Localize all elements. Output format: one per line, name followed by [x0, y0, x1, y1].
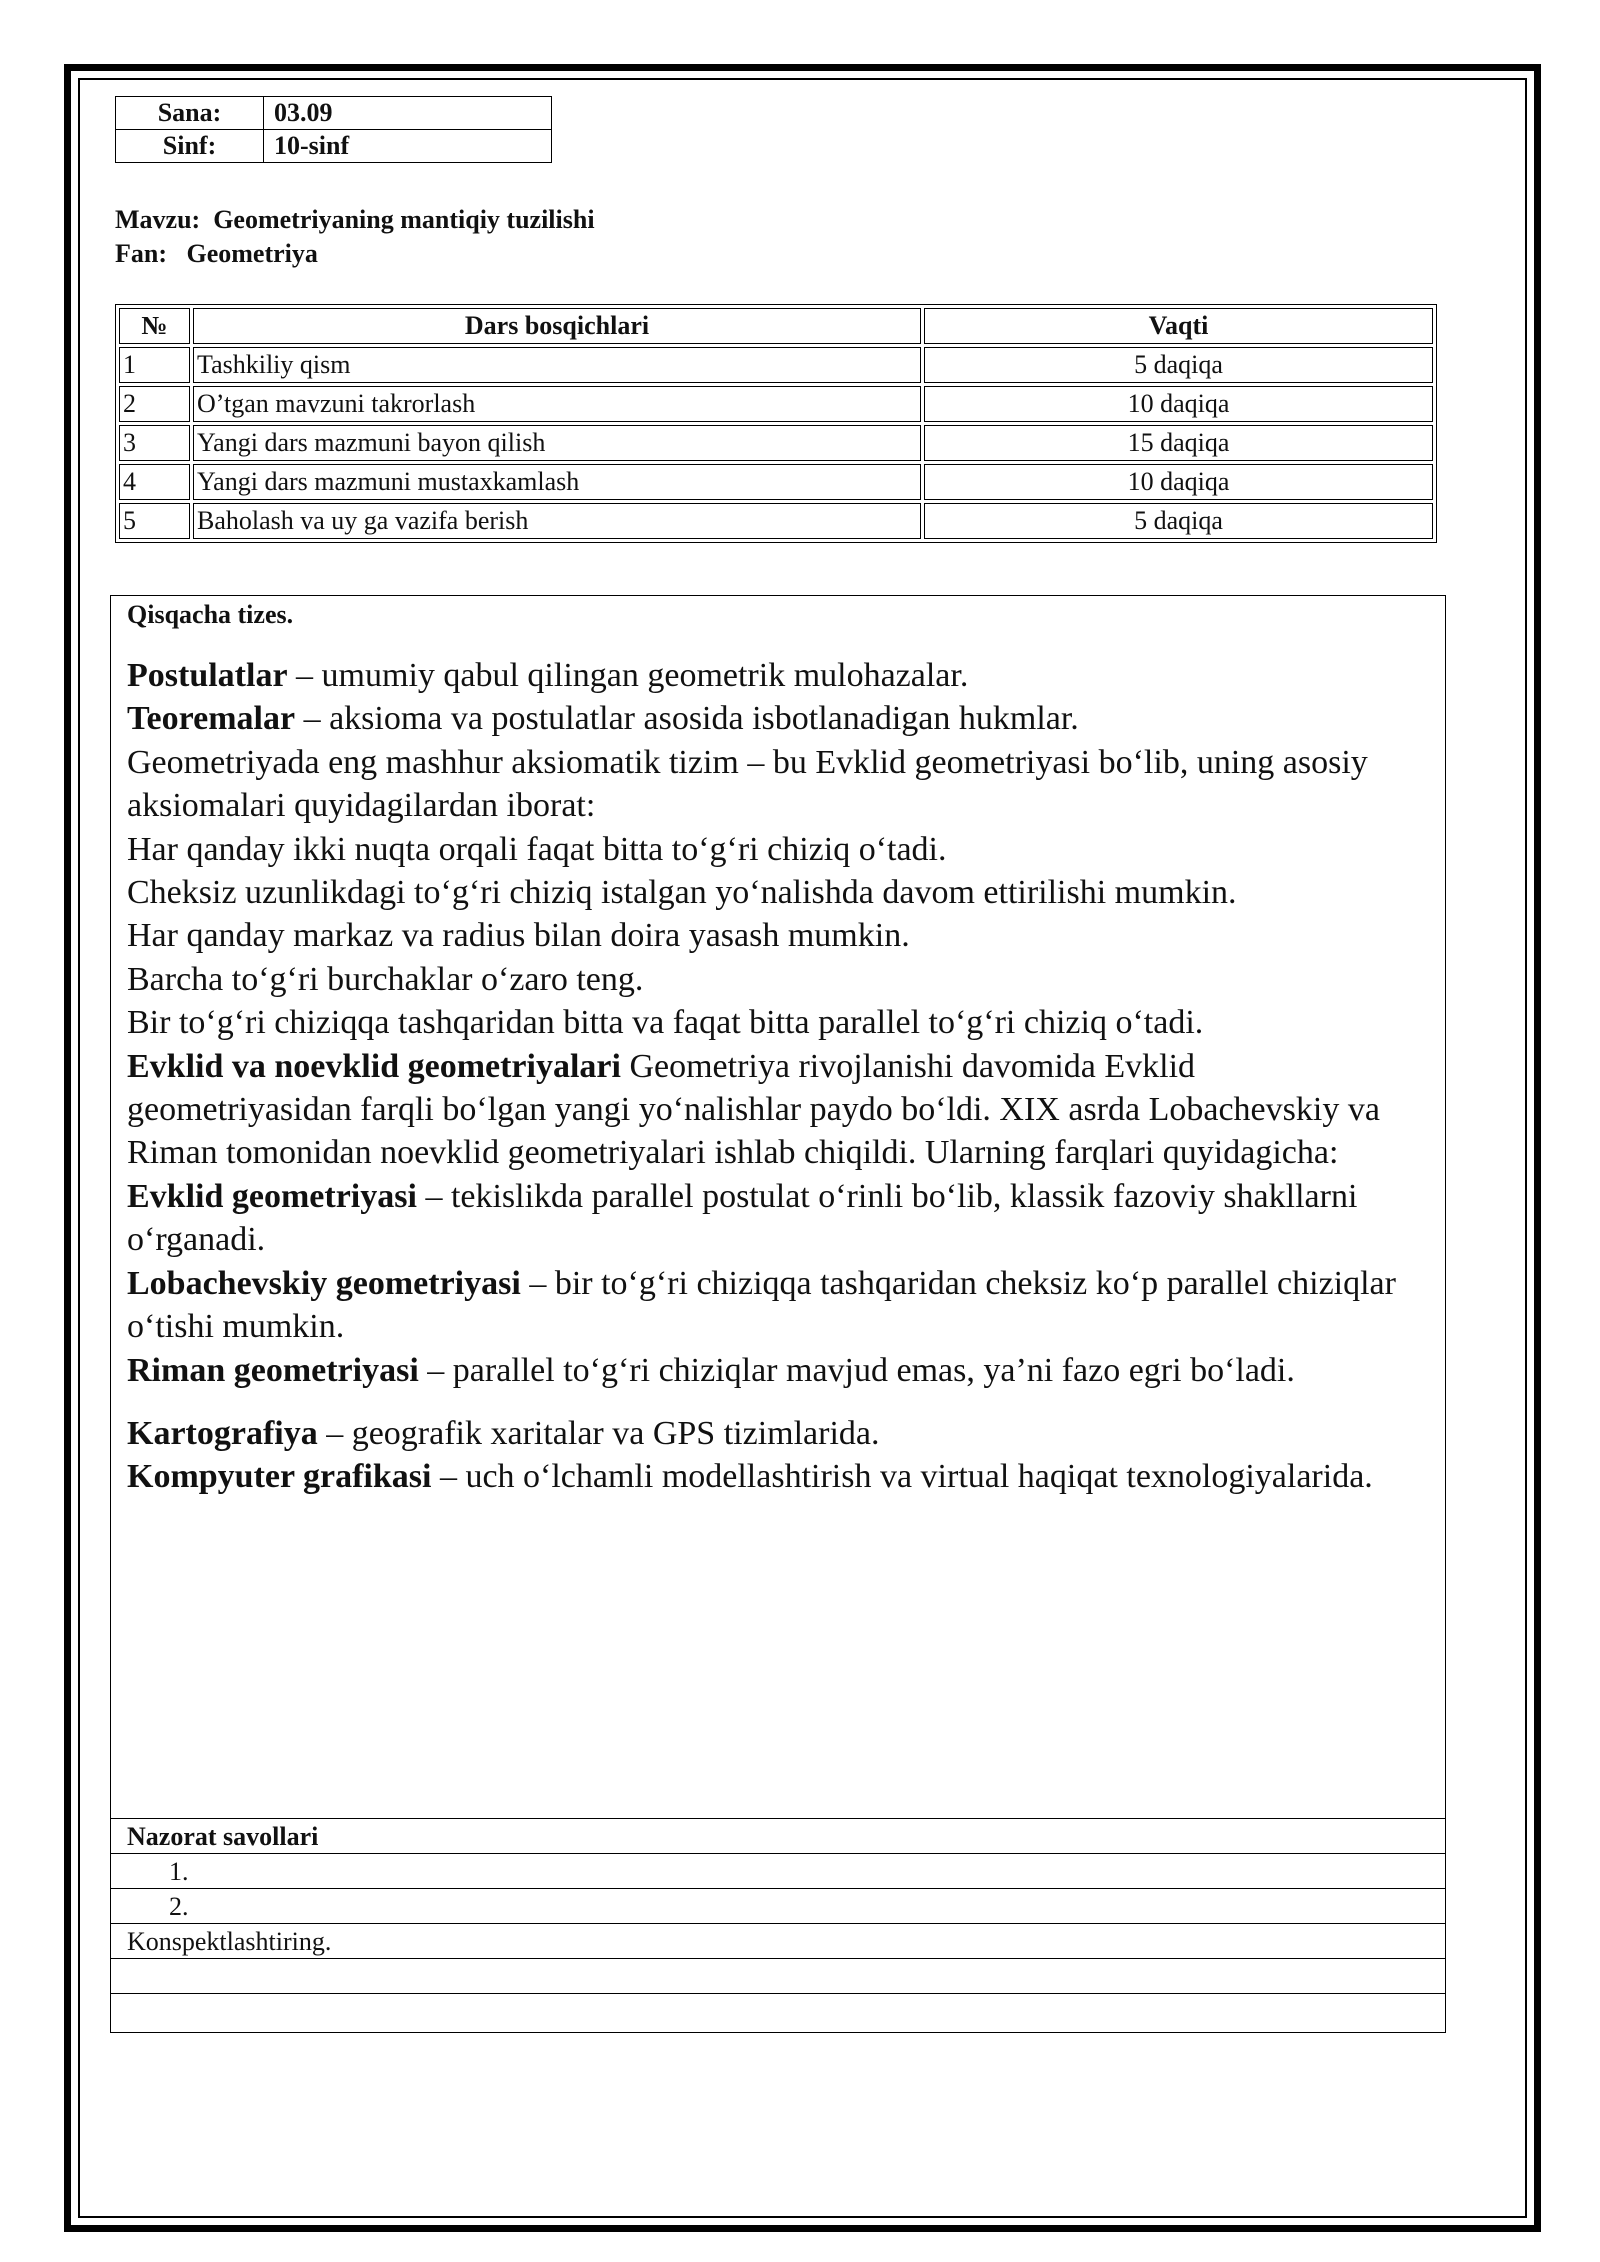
definition: – uch o‘lchamli modellashtirish va virtual haqiqat texnologiyalarida. — [431, 1458, 1373, 1496]
definition: – umumiy qabul qilingan geometrik mulohazalar. — [287, 657, 969, 694]
step-time: 5 daqiqa — [924, 347, 1433, 383]
meta-table — [115, 96, 552, 163]
empty-row — [111, 1958, 1445, 1993]
summary-paragraph — [127, 871, 1427, 914]
step-time: 15 daqiqa — [924, 425, 1433, 461]
summary-paragraph — [127, 1455, 1427, 1498]
axiom-text: Bir to‘g‘ri chiziqqa tashqaridan bitta va faqat bitta parallel to‘g‘ri chiziq o‘tadi. — [127, 1004, 1204, 1042]
term: Postulatlar — [127, 657, 288, 694]
summary-paragraph — [127, 958, 1427, 1001]
summary-paragraph — [127, 697, 1427, 740]
date-label: Sana: — [116, 97, 264, 130]
summary-paragraph — [127, 654, 1427, 697]
summary-paragraph — [127, 1045, 1427, 1175]
axiom-text: Har qanday ikki nuqta orqali faqat bitta to‘g‘ri chiziq o‘tadi. — [127, 830, 947, 868]
control-questions-title: Nazorat savollari — [111, 1818, 1445, 1853]
table-row — [119, 503, 1433, 539]
control-section — [111, 1818, 1445, 2028]
definition: – geografik xaritalar va GPS tizimlarida. — [317, 1414, 880, 1452]
topic-line — [115, 203, 595, 237]
definition: Geometriya rivojlanishi davomida Evklid geometriyasidan farqli bo‘lgan yangi yo‘nalishlar paydo bo‘ldi. XIX asrda Lobachevskiy va Riman tomonidan noevklid geometriyalari ishlab chiqildi. Ularning farqlari quyidagicha: — [127, 1047, 1380, 1172]
topic-value: Geometriyaning mantiqiy tuzilishi — [213, 205, 595, 234]
control-question-item: 2. — [111, 1888, 1445, 1923]
term: Riman geometriyasi — [127, 1351, 419, 1389]
lesson-content-box — [110, 595, 1446, 2033]
summary-paragraph — [127, 1001, 1427, 1044]
topic-label: Mavzu: — [115, 205, 201, 234]
step-name: Yangi dars mazmuni bayon qilish — [193, 425, 921, 461]
summary-title: Qisqacha tizes. — [127, 600, 294, 629]
axiom-text: Barcha to‘g‘ri burchaklar o‘zaro teng. — [127, 960, 644, 998]
summary-paragraph — [127, 1412, 1427, 1455]
term: Evklid va noevklid geometriyalari — [127, 1047, 621, 1085]
term: Kartografiya — [127, 1414, 318, 1452]
step-time: 10 daqiqa — [924, 464, 1433, 500]
summary-paragraph — [127, 1262, 1427, 1349]
summary-paragraph — [127, 1349, 1427, 1392]
step-number: 2 — [119, 386, 190, 422]
meta-row-date — [116, 97, 552, 130]
definition: – bir to‘g‘ri chiziqqa tashqaridan cheksiz ko‘p parallel chiziqlar o‘tishi mumkin. — [127, 1264, 1396, 1346]
empty-row — [111, 1993, 1445, 2028]
summary-paragraph — [127, 741, 1427, 828]
axiom-text: Cheksiz uzunlikdagi to‘g‘ri chiziq istalgan yo‘nalishda davom ettirilishi mumkin. — [127, 874, 1237, 912]
axiom-text: Har qanday markaz va radius bilan doira yasash mumkin. — [127, 917, 910, 955]
homework-text: Konspektlashtiring. — [111, 1923, 1445, 1958]
step-number: 1 — [119, 347, 190, 383]
summary-paragraph — [127, 914, 1427, 957]
table-row — [119, 425, 1433, 461]
class-value: 10-sinf — [264, 130, 552, 163]
definition: – parallel to‘g‘ri chiziqlar mavjud emas, ya’ni fazo egri bo‘ladi. — [418, 1351, 1295, 1389]
course-value: Geometriya — [186, 239, 318, 268]
term: Lobachevskiy geometriyasi — [127, 1264, 521, 1302]
summary-body — [127, 654, 1427, 1499]
definition: – tekislikda parallel postulat o‘rinli bo‘lib, klassik fazoviy shakllarni o‘rganadi. — [127, 1177, 1358, 1259]
term: Teoremalar — [127, 700, 296, 738]
step-name: Yangi dars mazmuni mustaxkamlash — [193, 464, 921, 500]
steps-header-row — [119, 308, 1433, 344]
lesson-steps-table — [115, 304, 1437, 543]
header-time: Vaqti — [924, 308, 1433, 344]
term: Evklid geometriyasi — [127, 1177, 417, 1215]
term: Kompyuter grafikasi — [127, 1458, 432, 1496]
class-label: Sinf: — [116, 130, 264, 163]
step-time: 10 daqiqa — [924, 386, 1433, 422]
step-name: Baholash va uy ga vazifa berish — [193, 503, 921, 539]
summary-paragraph — [127, 1175, 1427, 1262]
table-row — [119, 386, 1433, 422]
summary-paragraph — [127, 828, 1427, 871]
header-stage: Dars bosqichlari — [193, 308, 921, 344]
table-row — [119, 464, 1433, 500]
step-number: 4 — [119, 464, 190, 500]
definition: – aksioma va postulatlar asosida isbotlanadigan hukmlar. — [295, 700, 1079, 738]
date-value: 03.09 — [264, 97, 552, 130]
course-line — [115, 237, 595, 271]
paragraph-text: Geometriyada eng mashhur aksiomatik tizim – bu Evklid geometriyasi bo‘lib, uning asosiy aksiomalari quyidagilardan iborat: — [127, 743, 1368, 825]
step-name: Tashkiliy qism — [193, 347, 921, 383]
step-name: O’tgan mavzuni takrorlash — [193, 386, 921, 422]
subject-block — [115, 203, 595, 271]
course-label: Fan: — [115, 239, 167, 268]
table-row — [119, 347, 1433, 383]
step-number: 3 — [119, 425, 190, 461]
control-question-item: 1. — [111, 1853, 1445, 1888]
step-time: 5 daqiqa — [924, 503, 1433, 539]
meta-row-class — [116, 130, 552, 163]
header-number: № — [119, 308, 190, 344]
step-number: 5 — [119, 503, 190, 539]
